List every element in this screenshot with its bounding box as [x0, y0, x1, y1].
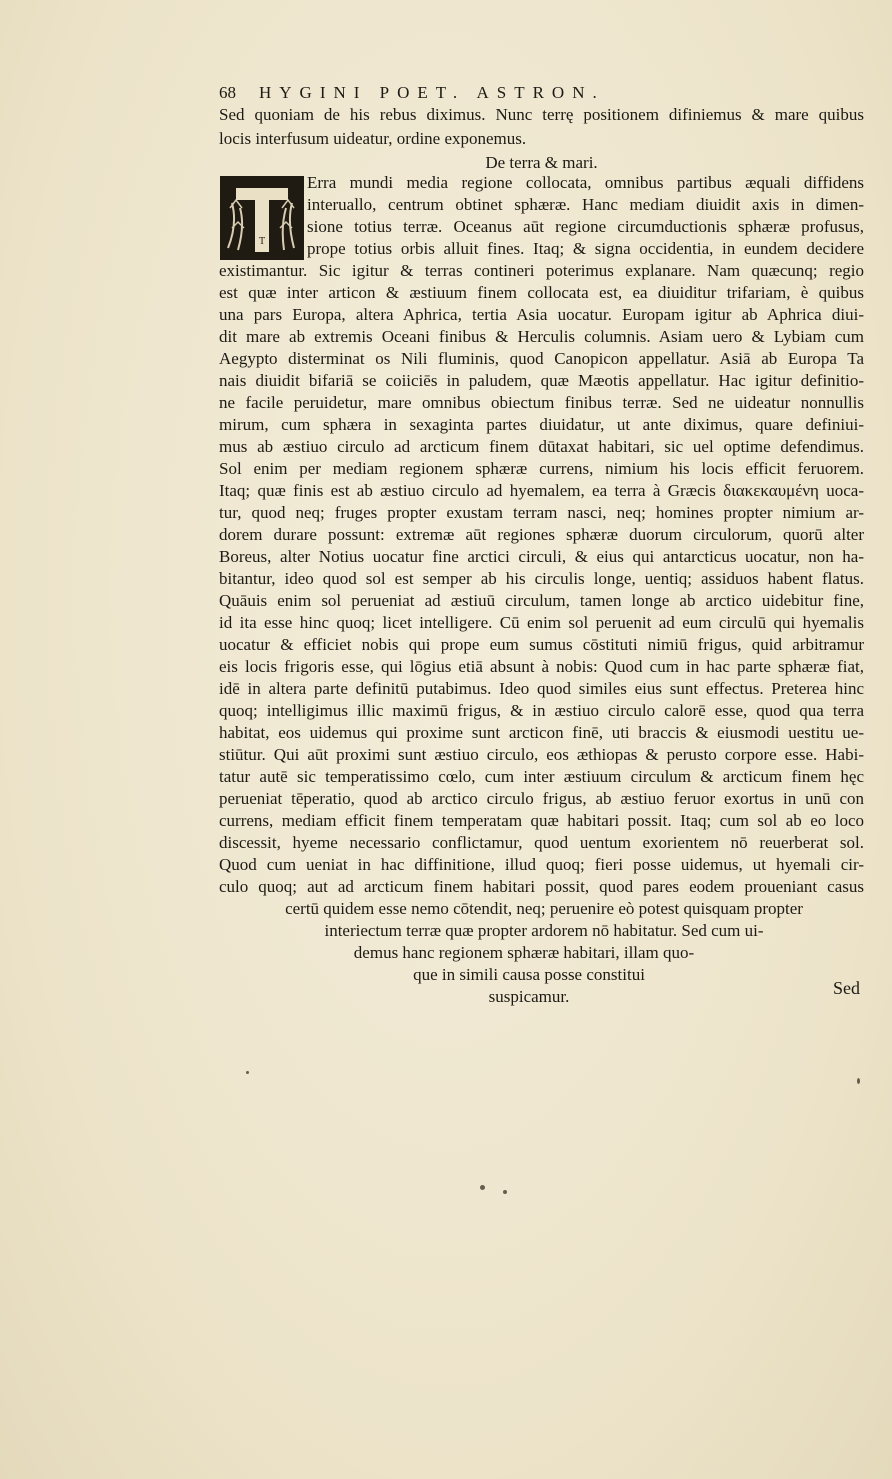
text-line: interiectum terræ quæ propter ardorem nō habitatur. Sed cum ui-	[324, 921, 764, 940]
text-line: quoq; intelligimus illic maximū frigus, & in æstiuo circulo calorē esse, quod qua terra	[219, 701, 864, 720]
text-line: bitantur, ideo quod sol est semper ab his circulis longe, uentiq; assiduos habent flatus.	[219, 569, 864, 588]
text-line: currens, mediam efficit finem temperatam quæ habitari possit. Itaq; cum sol ab eo loco	[219, 811, 864, 830]
text-line: discessit, hyeme necessario conflictamur, quod uentum exorientem nō reuerberat sol.	[219, 833, 864, 852]
text-line: que in simili causa posse constitui	[413, 965, 645, 984]
section-title: De terra & mari.	[485, 153, 598, 172]
text-line: Quod cum ueniat in hac diffinitione, illud quoq; fieri posse uidemus, ut hyemali cir-	[219, 855, 864, 874]
text-line: dorem durare possunt: extremæ aūt regiones sphæræ duorum circulorum, quorū alter	[219, 525, 864, 544]
text-line: locis interfusum uideatur, ordine exponemus.	[219, 129, 527, 148]
text-line: Erra mundi media regione collocata, omnibus partibus æquali diffidens	[307, 173, 864, 192]
ink-spot	[503, 1190, 507, 1194]
running-title: HYGINI POET. ASTRON.	[259, 83, 605, 102]
text-line: stiūtur. Qui aūt proximi sunt æstiuo circulo, eos æthiopas & perusto corpore esse. Habi-	[219, 745, 864, 764]
ink-spot	[246, 1071, 249, 1074]
text-line: prope totius orbis alluit fines. Itaq; & signa occidentia, in eundem decidere	[307, 239, 864, 258]
decorated-initial-icon	[222, 178, 302, 258]
text-line: Sol enim per mediam regionem sphæræ currens, nimium his locis efficit feruorem.	[219, 459, 864, 478]
text-line: mirum, cum sphæra in sexaginta partes diuidatur, ut ante diximus, quare definiui-	[219, 415, 864, 434]
text-line: demus hanc regionem sphæræ habitari, illam quo-	[353, 943, 695, 962]
text-line: sione totius terræ. Oceanus aūt regione circumductionis sphæræ profusus,	[307, 217, 864, 236]
text-line: Sed quoniam de his rebus diximus. Nunc terrę positionem difiniemus & mare quibus	[219, 105, 864, 124]
text-line: idē in altera parte definitū putabimus. Ideo quod similes eius sunt effectus. Preterea hinc	[219, 679, 864, 698]
text-line: habitat, eos uidemus qui proxime sunt arcticon finē, uti braccis & eiusmodi uestitu ue-	[219, 723, 864, 742]
dropcap-letter: T	[258, 236, 266, 247]
text-line: Boreus, alter Notius uocatur fine arctici circuli, & eius qui antarcticus uocatur, non ha-	[219, 547, 864, 566]
text-line: uocatur & efficiet nobis qui prope eum sumus cōstituti nimiū frigus, quid arbitramur	[219, 635, 864, 654]
catchword: Sed	[833, 978, 860, 998]
text-line: una pars Europa, altera Aphrica, tertia Asia uocatur. Europam igitur ab Aphrica diui-	[219, 305, 864, 324]
page-number: 68	[219, 83, 236, 102]
text-line: tur, quod neq; fruges propter exustam terram nasci, neq; homines propter nimium ar-	[219, 503, 864, 522]
text-line: perueniat tēperatio, quod ab arctico circulo frigus, ab æstiuo feruor exortus in unū con	[219, 789, 864, 808]
text-line: Quāuis enim sol perueniat ad æstiuū circulum, tamen longe ab arctico uidebitur fine,	[219, 591, 864, 610]
text-line: Aegypto disterminat os Nili fluminis, quod Canopicon appellatur. Asiā ab Europa Ta	[219, 349, 864, 368]
text-line: culo quoq; aut ad arcticum finem habitari possit, quod pares eodem proueniant casus	[219, 877, 864, 896]
text-line: dit mare ab extremis Oceani finibus & Herculis columnis. Asiam uero & Lybiam cum	[219, 327, 864, 346]
text-line: mus ab æstiuo circulo ad arcticum finem dūtaxat habitari, sic uel optime defendimus.	[219, 437, 864, 456]
text-line: nais diuidit bifariā se coiiciēs in paludem, quæ Mæotis appellatur. Hac igitur definitio-	[219, 371, 864, 390]
text-line: eis locis frigoris esse, qui lōgius etiā absunt à nobis: Quod cum in hac parte sphæræ fiat,	[219, 657, 864, 676]
text-line: existimantur. Sic igitur & terras contineri poterimus explanare. Nam quæcunq; regio	[219, 261, 864, 280]
text-line: est quæ inter articon & æstiuum finem collocata est, ea diuiditur trifariam, è quibus	[219, 283, 864, 302]
text-line: interuallo, centrum obtinet sphæræ. Hanc mediam diuidit axis in dimen-	[307, 195, 864, 214]
text-line: Itaq; quæ finis est ab æstiuo circulo ad hyemalem, ea terra à Græcis διακεκαυμένη uoca-	[219, 481, 864, 500]
text-line: tatur autē sic temperatissimo cœlo, cum inter æstiuum circulum & arcticum finem hęc	[219, 767, 864, 786]
text-line: id ita esse hinc quoq; licet intelligere. Cū enim sol peruenit ad eum circulū qui hyemalis	[219, 613, 864, 632]
text-line: ne facile peruidetur, mare omnibus obiectum finibus terræ. Sed ne uideatur nonnullis	[219, 393, 864, 412]
decorated-initial	[220, 176, 304, 260]
text-line: suspicamur.	[488, 987, 570, 1006]
ink-spot	[480, 1185, 485, 1190]
text-line: certū quidem esse nemo cōtendit, neq; peruenire eò potest quisquam propter	[285, 899, 803, 918]
ink-spot	[857, 1078, 860, 1084]
